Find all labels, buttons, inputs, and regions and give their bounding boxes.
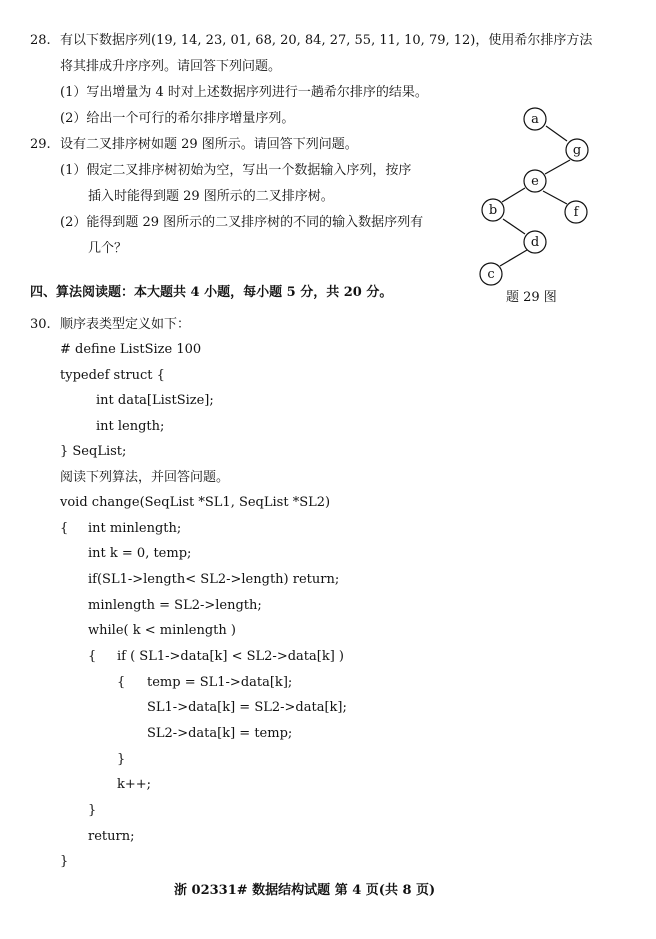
tree-node-b (482, 199, 504, 221)
tree-node-g (566, 139, 588, 161)
q28-text-line2: 将其排成升序序列。请回答下列问题。 (60, 59, 282, 74)
tree-edge-g-e (545, 160, 570, 174)
tree-node-e-label: e (531, 174, 539, 189)
code-line-if-brace-open: { (117, 675, 126, 690)
code-line-sl2-assign: SL2->data[k] = temp; (147, 726, 293, 741)
code-line-length-field: int length; (96, 419, 165, 434)
q29-sub1-line2: 插入时能得到题 29 图所示的二叉排序树。 (88, 189, 334, 204)
tree-edge-a-g (546, 126, 567, 141)
code-line-typedef: typedef struct { (60, 368, 165, 383)
code-line-if-return: if(SL1->length< SL2->length) return; (88, 572, 340, 587)
code-line-return: return; (88, 829, 135, 844)
code-line-seqlist-close: } SeqList; (60, 444, 127, 459)
code-line-brace-open: { (60, 521, 69, 536)
code-line-while: while( k < minlength ) (88, 623, 236, 638)
code-line-if-brace-close: } (117, 752, 126, 767)
code-line-while-brace-open: { (88, 649, 97, 664)
code-line-k-increment: k++; (117, 777, 152, 792)
tree-node-c (480, 263, 502, 285)
tree-edge-d-c (500, 250, 527, 266)
q30-read-instruction: 阅读下列算法，并回答问题。 (60, 470, 230, 485)
tree-node-a (524, 108, 546, 130)
code-line-define: # define ListSize 100 (60, 342, 202, 357)
tree-node-f-label: f (573, 205, 579, 220)
code-line-function-signature: void change(SeqList *SL1, SeqList *SL2) (60, 495, 331, 510)
code-line-minlength-decl: int minlength; (88, 521, 182, 536)
tree-node-f (565, 201, 587, 223)
tree-node-d (524, 231, 546, 253)
code-line-temp-assign: temp = SL1->data[k]; (147, 675, 293, 690)
code-line-if-compare: if ( SL1->data[k] < SL2->data[k] ) (117, 649, 344, 664)
code-line-k-temp-decl: int k = 0, temp; (88, 546, 192, 561)
q29-number: 29. (30, 137, 51, 152)
tree-node-d-label: d (530, 235, 540, 250)
q29-sub2-line2: 几个？ (88, 241, 128, 256)
tree-edge-e-f (543, 191, 567, 204)
tree-node-a-label: a (531, 112, 539, 127)
figure-caption: 题 29 图 (506, 290, 557, 305)
code-line-brace-close: } (60, 854, 69, 869)
tree-node-c-label: c (487, 267, 495, 282)
q29-text-line1: 设有二叉排序树如题 29 图所示。请回答下列问题。 (60, 137, 358, 152)
code-line-minlength-assign: minlength = SL2->length; (88, 598, 262, 613)
q29-sub2-line1: (2）能得到题 29 图所示的二叉排序树的不同的输入数据序列有 (60, 215, 424, 230)
page-footer: 浙 02331# 数据结构试题 第 4 页(共 8 页) (174, 883, 436, 898)
q28-number: 28. (30, 33, 51, 48)
q30-number: 30. (30, 317, 51, 332)
q28-sub2: (2）给出一个可行的希尔排序增量序列。 (60, 111, 295, 126)
tree-node-e (524, 170, 546, 192)
tree-edge-b-d (503, 219, 525, 234)
tree-edge-e-b (502, 188, 525, 202)
code-line-while-brace-close: } (88, 803, 97, 818)
code-line-data-field: int data[ListSize]; (96, 393, 214, 408)
tree-node-g-label: g (572, 143, 582, 158)
code-line-sl1-assign: SL1->data[k] = SL2->data[k]; (147, 700, 347, 715)
q29-sub1-line1: (1）假定二叉排序树初始为空，写出一个数据输入序列，按序 (60, 163, 412, 178)
section4-heading: 四、算法阅读题：本大题共 4 小题，每小题 5 分，共 20 分。 (30, 285, 393, 300)
q28-text-line1: 有以下数据序列(19, 14, 23, 01, 68, 20, 84, 27, 55, 11, 10, 79, 12)，使用希尔排序方法 (60, 33, 593, 48)
q30-intro: 顺序表类型定义如下： (60, 317, 191, 332)
q28-sub1: (1）写出增量为 4 时对上述数据序列进行一趟希尔排序的结果。 (60, 85, 428, 100)
tree-node-b-label: b (488, 203, 498, 218)
